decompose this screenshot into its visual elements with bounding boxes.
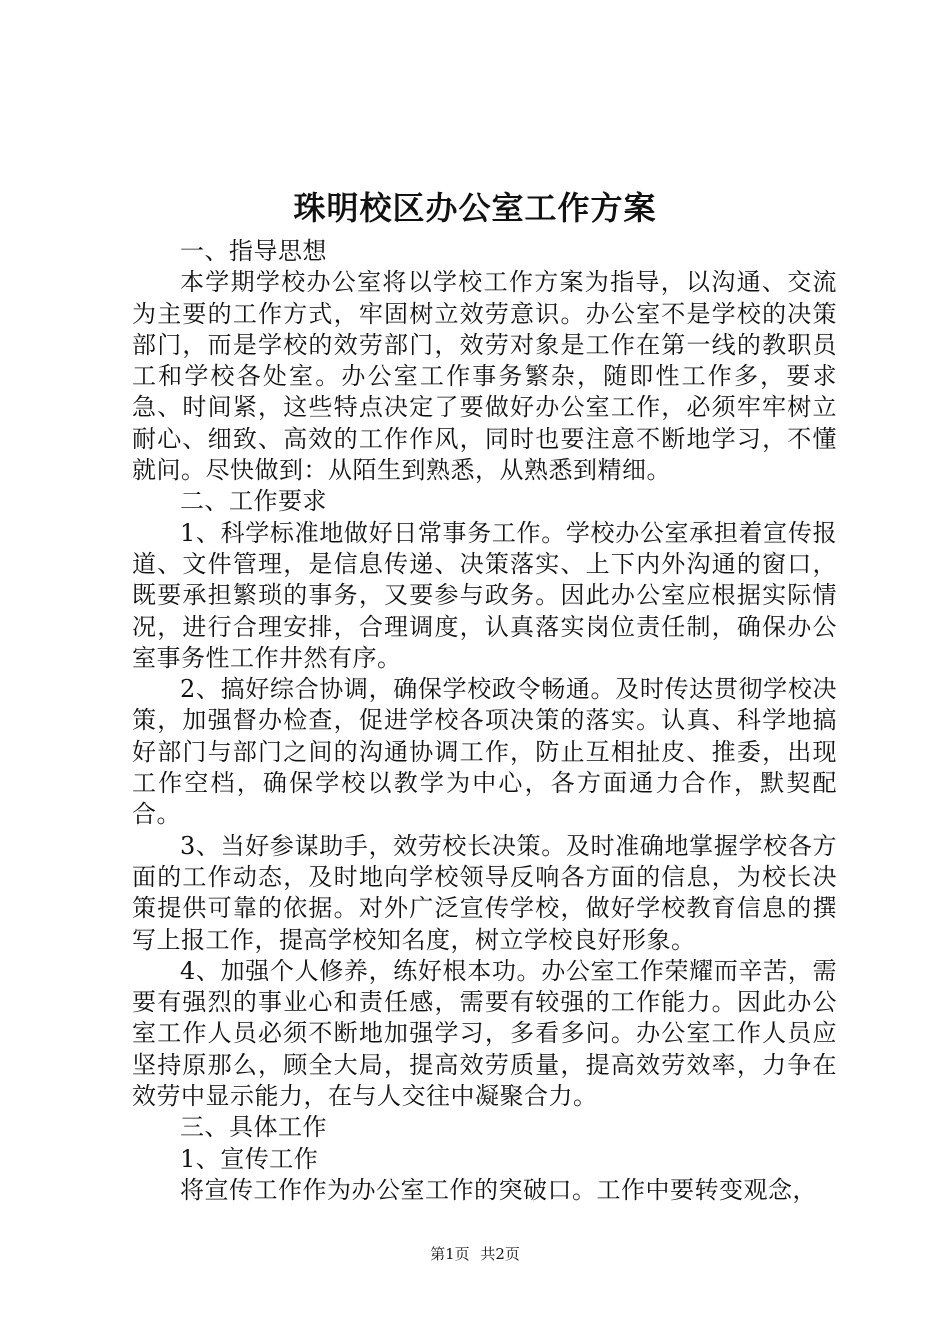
page-total: 共2页 [480, 1245, 520, 1263]
section-heading-guiding-thought: 一、指导思想 [180, 237, 327, 265]
document-body [132, 236, 837, 1206]
subheading-publicity-work: 1、宣传工作 [180, 1144, 319, 1173]
document-title: 珠明校区办公室工作方案 [293, 189, 657, 227]
paragraph-publicity-work: 将宣传工作作为办公室工作的突破口。工作中要转变观念， [180, 1175, 817, 1204]
section-heading-work-requirements: 二、工作要求 [180, 487, 327, 516]
paragraph-requirement-4: 4、加强个人修养，练好根本功。办公室工作荣耀而辛苦，需要有强烈的事业心和责任感，需要有较强的工作能力。因此办公室工作人员必须不断地加强学习，多看多问。办公室工作人员应坚持原那么，顾全大局，提高效劳质量，提高效劳效率，力争在效劳中显示能力，在与人交往中凝聚合力。 [132, 956, 837, 1111]
paragraph-guiding-thought: 本学期学校办公室将以学校工作方案为指导，以沟通、交流为主要的工作方式，牢固树立效劳意识。办公室不是学校的决策部门，而是学校的效劳部门，效劳对象是工作在第一线的教职员工和学校各处室。办公室工作事务繁杂，随即性工作多，要求急、时间紧，这些特点决定了要做好办公室工作，必须牢牢树立耐心、细致、高效的工作作风，同时也要注意不断地学习，不懂就问。尽快做到：从陌生到熟悉，从熟悉到精细。 [132, 268, 837, 485]
page-footer [0, 1244, 950, 1264]
page-number: 第1页 [430, 1245, 470, 1263]
paragraph-requirement-1: 1、科学标准地做好日常事务工作。学校办公室承担着宣传报道、文件管理，是信息传递、决策落实、上下内外沟通的窗口，既要承担繁琐的事务，又要参与政务。因此办公室应根据实际情况，进行合理安排，合理调度，认真落实岗位责任制，确保办公室事务性工作井然有序。 [132, 518, 837, 672]
section-heading-specific-work: 三、具体工作 [180, 1113, 327, 1142]
paragraph-requirement-3: 3、当好参谋助手，效劳校长决策。及时准确地掌握学校各方面的工作动态，及时地向学校领导反响各方面的信息，为校长决策提供可靠的依据。对外广泛宣传学校，做好学校教育信息的撰写上报工作，提高学校知名度，树立学校良好形象。 [132, 831, 837, 954]
paragraph-requirement-2: 2、搞好综合协调，确保学校政令畅通。及时传达贯彻学校决策，加强督办检查，促进学校各项决策的落实。认真、科学地搞好部门与部门之间的沟通协调工作，防止互相扯皮、推委，出现工作空档，确保学校以教学为中心，各方面通力合作，默契配合。 [132, 675, 837, 829]
